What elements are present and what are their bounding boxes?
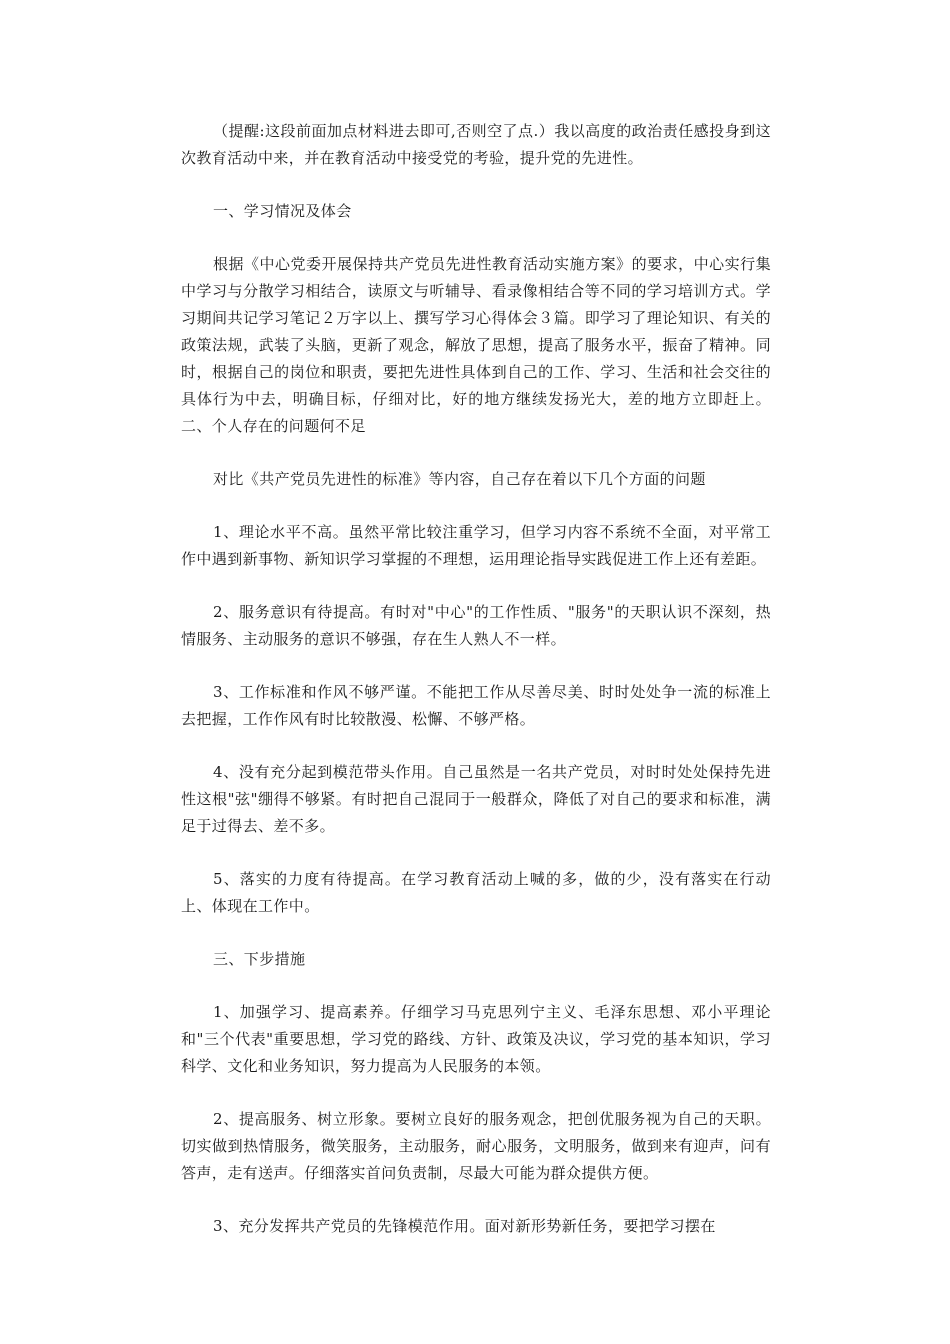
problem-item: 1、理论水平不高。虽然平常比较注重学习，但学习内容不系统不全面，对平常工作中遇到新事物、新知识学习掌握的不理想，运用理论指导实践促进工作上还有差距。: [181, 523, 771, 568]
problem-item: 4、没有充分起到模范带头作用。自己虽然是一名共产党员，对时时处处保持先进性这根"弦"绷得不够紧。有时把自己混同于一般群众，降低了对自己的要求和标准，满足于过得去、差不多。: [181, 763, 771, 835]
problem-item: 2、服务意识有待提高。有时对"中心"的工作性质、"服务"的天职认识不深刻，热情服务、主动服务的意识不够强，存在生人熟人不一样。: [181, 603, 771, 648]
problem-item: 5、落实的力度有待提高。在学习教育活动上喊的多，做的少，没有落实在行动上、体现在工作中。: [181, 870, 771, 915]
intro-paragraph: （提醒:这段前面加点材料进去即可,否则空了点.）我以高度的政治责任感投身到这次教育活动中来，并在教育活动中接受党的考验，提升党的先进性。: [181, 122, 771, 167]
measure-item: 3、充分发挥共产党员的先锋模范作用。面对新形势新任务，要把学习摆在: [213, 1217, 716, 1235]
section-heading-study: 一、学习情况及体会: [213, 202, 352, 220]
section-heading-measures: 三、下步措施: [213, 950, 306, 968]
study-paragraph: 根据《中心党委开展保持共产党员先进性教育活动实施方案》的要求，中心实行集中学习与分散学习相结合，读原文与听辅导、看录像相结合等不同的学习培训方式。学习期间共记学习笔记２万字以上、撰写学习心得体会３篇。即学习了理论知识、有关的政策法规，武装了头脑，更新了观念，解放了思想，提高了服务水平，振奋了精神。同时，根据自己的岗位和职责，要把先进性具体到自己的工作、学习、生活和社会交往的具体行为中去，明确目标，仔细对比，好的地方继续发扬光大，差的地方立即赶上。二、个人存在的问题何不足: [181, 255, 771, 435]
problems-intro-paragraph: 对比《共产党员先进性的标准》等内容，自己存在着以下几个方面的问题: [213, 470, 706, 488]
measure-item: 1、加强学习、提高素养。仔细学习马克思列宁主义、毛泽东思想、邓小平理论和"三个代表"重要思想，学习党的路线、方针、政策及决议，学习党的基本知识，学习科学、文化和业务知识，努力提高为人民服务的本领。: [181, 1003, 771, 1075]
problem-item: 3、工作标准和作风不够严谨。不能把工作从尽善尽美、时时处处争一流的标准上去把握，工作作风有时比较散漫、松懈、不够严格。: [181, 683, 771, 728]
measure-item: 2、提高服务、树立形象。要树立良好的服务观念，把创优服务视为自己的天职。切实做到热情服务，微笑服务，主动服务，耐心服务，文明服务，做到来有迎声，问有答声，走有送声。仔细落实首问负责制，尽最大可能为群众提供方便。: [181, 1110, 771, 1182]
document-body: [181, 118, 771, 1266]
